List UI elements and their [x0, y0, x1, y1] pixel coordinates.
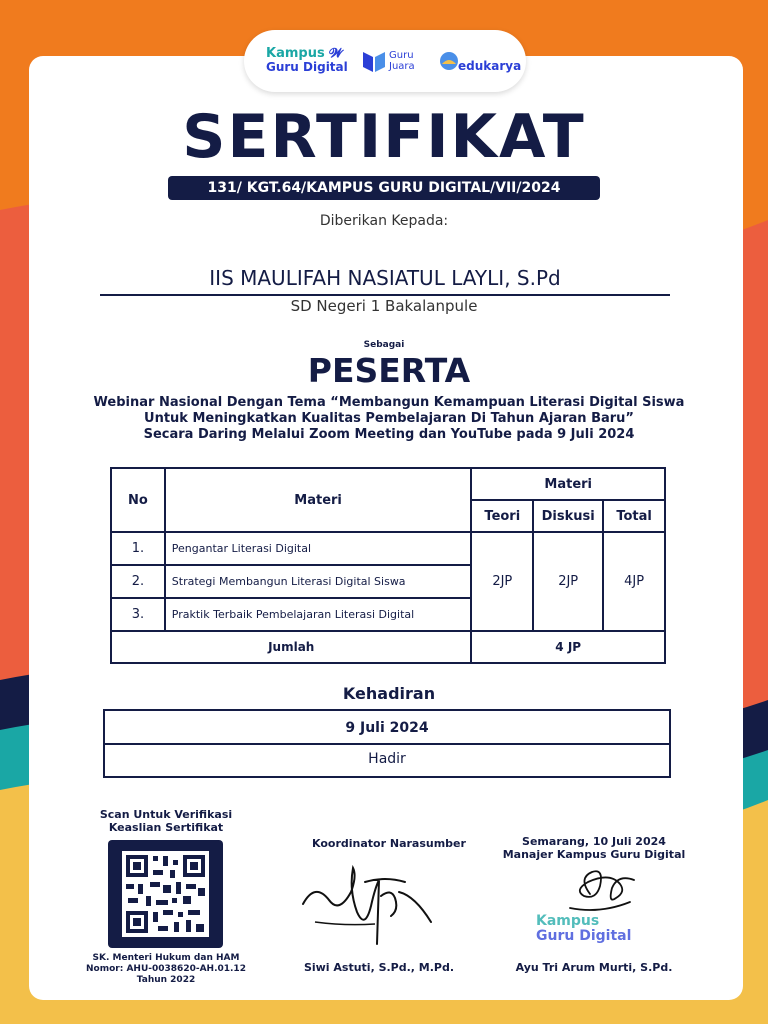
given-to-label: Diberikan Kepada: — [319, 213, 449, 229]
place-date: Semarang, 10 Juli 2024 — [522, 835, 666, 848]
diskusi-value: 2JP — [533, 532, 603, 631]
header-total: Total — [603, 500, 665, 532]
row-title: Strategi Membangun Literasi Digital Siswa — [165, 565, 472, 598]
logo-bar — [244, 30, 526, 92]
kampus-guru-digital-logo-line2: Guru Digital — [266, 60, 348, 74]
kampus-guru-digital-logo: Kampus 𝓦 — [266, 46, 343, 61]
teori-value: 2JP — [471, 532, 533, 631]
edukarya-icon — [438, 50, 460, 72]
manager-signature — [560, 858, 650, 928]
stamp-line-2: Guru Digital — [536, 928, 632, 944]
attendance-date: 9 Juli 2024 — [103, 709, 671, 745]
header-diskusi: Diskusi — [533, 500, 603, 532]
role-title: PESERTA — [307, 351, 471, 390]
header-no: No — [111, 468, 165, 532]
row-title: Pengantar Literasi Digital — [165, 532, 472, 565]
sum-label: Jumlah — [111, 631, 471, 663]
header-teori: Teori — [471, 500, 533, 532]
event-description — [40, 395, 738, 443]
qr-code-icon[interactable] — [108, 840, 223, 948]
row-title: Praktik Terbaik Pembelajaran Literasi Digital — [165, 598, 472, 631]
qr-code-frame — [108, 840, 223, 948]
header-materi-group: Materi — [471, 468, 665, 500]
legal-reference: SK. Menteri Hukum dan HAM Nomor: AHU-0038620-AH.01.12 Tahun 2022 — [86, 953, 246, 985]
row-number: 3. — [111, 598, 165, 631]
row-number: 2. — [111, 565, 165, 598]
guru-juara-label-2: Juara — [389, 61, 415, 72]
verification-caption: Scan Untuk Verifikasi Keaslian Sertifikat — [99, 808, 233, 834]
recipient-school: SD Negeri 1 Bakalanpule — [290, 297, 478, 315]
header-materi: Materi — [165, 468, 472, 532]
manager-title: Manajer Kampus Guru Digital — [502, 848, 686, 861]
edukarya-label: edukarya — [458, 59, 522, 73]
stamp-line-1: Kampus — [536, 913, 600, 929]
attendance-status: Hadir — [103, 743, 671, 778]
attendance-title: Kehadiran — [342, 684, 436, 703]
coordinator-signature — [295, 852, 435, 952]
table-row — [111, 532, 665, 565]
guru-juara-label-1: Guru — [389, 50, 414, 61]
total-value: 4JP — [603, 532, 665, 631]
certificate-title: SERTIFIKAT — [182, 102, 586, 172]
materials-table — [110, 467, 666, 664]
event-line-1: Webinar Nasional Dengan Tema “Membangun Kemampuan Literasi Digital Siswa — [93, 395, 685, 410]
recipient-name: IIS MAULIFAH NASIATUL LAYLI, S.Pd — [100, 266, 670, 296]
event-line-2: Untuk Meningkatkan Kualitas Pembelajaran Di Tahun Ajaran Baru” — [144, 411, 634, 426]
guru-juara-icon — [361, 48, 387, 74]
row-number: 1. — [111, 532, 165, 565]
book-icon: 𝓦 — [329, 46, 343, 61]
coordinator-title: Koordinator Narasumber — [312, 837, 466, 850]
certificate-number: 131/ KGT.64/KAMPUS GURU DIGITAL/VII/2024 — [168, 176, 600, 200]
manager-name: Ayu Tri Arum Murti, S.Pd. — [515, 961, 673, 974]
sum-value: 4 JP — [471, 631, 665, 663]
event-line-3: Secara Daring Melalui Zoom Meeting dan YouTube pada 9 Juli 2024 — [143, 427, 635, 442]
as-label: Sebagai — [363, 340, 405, 350]
coordinator-name: Siwi Astuti, S.Pd., M.Pd. — [303, 961, 455, 974]
